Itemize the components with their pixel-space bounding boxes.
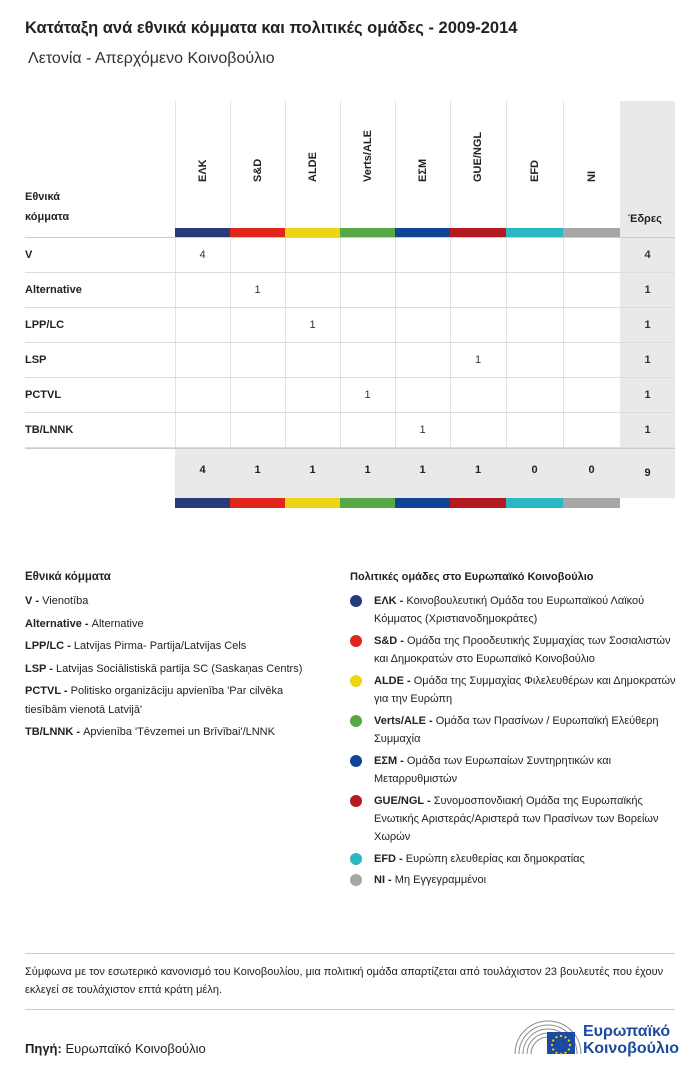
table-cell <box>230 238 285 273</box>
group-name: Συνομοσπονδιακή Ομάδα της Ευρωπαϊκής Ενωτικής Αριστεράς/Αριστερά των Πρασίνων των Βορείων Χωρών <box>374 794 659 843</box>
table-cell <box>230 413 285 448</box>
table-cell <box>340 308 395 343</box>
party-name: Latvijas Sociālistiskā partija SC (Saskaņas Centrs) <box>55 662 303 675</box>
table-cell <box>450 413 506 448</box>
group-abbr: ALDE <box>374 674 404 687</box>
table-cell <box>506 273 563 308</box>
political-group-item: S&D - Ομάδα της Προοδευτικής Συμμαχίας των Σοσιαλιστών και Δημοκρατών στο Ευρωπαϊκό Κοινοβούλιο <box>350 632 680 668</box>
group-color-bar <box>450 498 506 508</box>
group-color-dot <box>350 635 362 647</box>
row-party-label: TB/LNNK <box>25 424 74 436</box>
total-cell: 4 <box>175 448 230 498</box>
group-column-label: GUE/NGL <box>472 131 484 182</box>
table-cell <box>340 273 395 308</box>
group-column-label: ALDE <box>306 152 319 182</box>
group-abbr: Verts/ALE <box>374 714 426 727</box>
table-cell <box>175 343 230 378</box>
group-color-dot <box>350 715 362 727</box>
source-value: Ευρωπαϊκό Κοινοβούλιο <box>65 1041 206 1056</box>
party-name: Politisko organizāciju apvienība 'Par cilvēka tiesībām vienotā Latvijā' <box>25 685 284 716</box>
political-groups-legend <box>350 571 680 893</box>
row-seats-value: 1 <box>644 319 651 331</box>
table-cell <box>450 273 506 308</box>
group-color-bar <box>395 498 450 508</box>
table-cell <box>395 378 450 413</box>
total-cell: 1 <box>450 448 506 498</box>
group-color-dot <box>350 755 362 767</box>
row-seats-value: 4 <box>644 249 651 261</box>
table-cell: 1 <box>309 319 316 331</box>
table-cell <box>563 413 620 448</box>
header-row-border <box>25 101 675 238</box>
total-seats: 9 <box>620 448 675 498</box>
national-party-item: PCTVL - Politisko organizāciju apvienība 'Par cilvēka tiesībām vienotā Latvijā' <box>25 685 284 716</box>
total-cell: 1 <box>340 448 395 498</box>
party-abbr: LSP <box>25 662 47 675</box>
table-cell <box>450 378 506 413</box>
table-cell <box>285 273 340 308</box>
group-abbr: EFD <box>374 852 396 865</box>
table-cell <box>563 343 620 378</box>
table-cell <box>285 238 340 273</box>
group-color-bar <box>506 498 563 508</box>
table-cell <box>175 378 230 413</box>
group-name: Ομάδα της Προοδευτικής Συμμαχίας των Σοσιαλιστών και Δημοκρατών στο Ευρωπαϊκό Κοινοβούλιο <box>374 634 671 666</box>
row-party-label: PCTVL <box>25 389 62 401</box>
table-row <box>25 413 675 448</box>
table-cell <box>395 343 450 378</box>
national-party-item: LPP/LC - Latvijas Pirma- Partija/Latvijas Cels <box>25 640 247 652</box>
table-row <box>25 273 675 308</box>
table-cell <box>285 378 340 413</box>
row-party-label: V <box>25 249 33 261</box>
group-column-label: Verts/ALE <box>361 130 374 182</box>
total-cell: 0 <box>506 448 563 498</box>
group-color-bar <box>563 498 620 508</box>
row-seats-value: 1 <box>644 424 651 436</box>
table-cell <box>506 413 563 448</box>
group-column-label: ΕΛΚ <box>196 159 209 182</box>
table-cell <box>563 308 620 343</box>
group-color-bar <box>285 498 340 508</box>
table-cell <box>175 273 230 308</box>
table-cell <box>506 343 563 378</box>
table-row <box>25 308 675 343</box>
party-abbr: PCTVL <box>25 685 61 697</box>
group-name: Ευρώπη ελευθερίας και δημοκρατίας <box>405 852 585 865</box>
table-cell <box>563 378 620 413</box>
table-cell: 1 <box>254 284 261 296</box>
national-party-item: LSP - Latvijas Sociālistiskā partija SC (Saskaņas Centrs) <box>25 662 303 675</box>
group-name: Κοινοβουλευτική Ομάδα του Ευρωπαϊκού Λαϊκού Κόμματος (Χριστιανοδημοκράτες) <box>374 595 645 626</box>
group-color-dot <box>350 795 362 807</box>
table-cell <box>450 308 506 343</box>
political-group-item: ΕΛΚ - Κοινοβουλευτική Ομάδα του Ευρωπαϊκού Λαϊκού Κόμματος (Χριστιανοδημοκράτες) <box>350 592 680 628</box>
party-abbr: V <box>25 595 33 607</box>
table-row <box>25 343 675 378</box>
party-abbr: TB/LNNK <box>25 726 74 738</box>
group-abbr: GUE/NGL <box>374 794 424 807</box>
group-column-label: S&D <box>251 158 264 182</box>
table-cell: 1 <box>364 389 371 401</box>
group-color-bar <box>175 498 230 508</box>
table-cell <box>395 308 450 343</box>
row-seats-value: 1 <box>644 354 651 366</box>
table-cell <box>230 343 285 378</box>
table-cell <box>230 378 285 413</box>
ep-logo-line1: Ευρωπαϊκό <box>583 1023 671 1040</box>
table-cell <box>395 273 450 308</box>
page-subtitle: Λετονία - Απερχόμενο Κοινοβούλιο <box>28 50 275 67</box>
table-row <box>25 378 675 413</box>
table-cell: 1 <box>474 354 482 366</box>
totals-divider <box>25 448 675 449</box>
group-color-dot <box>350 595 362 607</box>
political-group-item: ALDE - Ομάδα της Συμμαχίας Φιλελευθέρων και Δημοκρατών για την Ευρώπη <box>350 672 680 708</box>
political-group-item: NI - Μη Εγγεγραμμένοι <box>350 871 680 889</box>
party-name: Latvijas Pirma- Partija/Latvijas Cels <box>73 640 247 652</box>
row-seats-value: 1 <box>644 389 651 401</box>
group-name: Ομάδα των Πρασίνων / Ευρωπαϊκή Ελεύθερη Συμμαχία <box>374 714 659 745</box>
groups-legend-heading: Πολιτικές ομάδες στο Ευρωπαϊκό Κοινοβούλιο <box>350 571 594 583</box>
seats-table <box>25 101 675 498</box>
group-name: Ομάδα της Συμμαχίας Φιλελευθέρων και Δημοκρατών για την Ευρώπη <box>374 674 676 706</box>
political-group-item: GUE/NGL - Συνομοσπονδιακή Ομάδα της Ευρωπαϊκής Ενωτικής Αριστεράς/Αριστερά των Πρασίνων των Βορείων Χωρών <box>350 792 680 847</box>
group-name: Ομάδα των Ευρωπαίων Συντηρητικών και Μεταρρυθμιστών <box>374 754 612 785</box>
party-abbr: LPP/LC <box>25 640 65 652</box>
table-cell <box>395 238 450 273</box>
political-group-item: Verts/ALE - Ομάδα των Πρασίνων / Ευρωπαϊκή Ελεύθερη Συμμαχία <box>350 712 680 748</box>
table-row <box>25 238 675 273</box>
group-abbr: NI <box>374 874 385 887</box>
national-parties-legend <box>25 571 325 746</box>
total-cell: 1 <box>230 448 285 498</box>
total-cell: 1 <box>285 448 340 498</box>
row-party-label: Alternative <box>25 284 82 296</box>
party-name: Vienotība <box>42 595 89 607</box>
table-cell <box>506 238 563 273</box>
table-cell <box>563 273 620 308</box>
group-color-dot <box>350 874 362 886</box>
group-color-dot <box>350 853 362 865</box>
row-party-label: LPP/LC <box>25 319 65 331</box>
group-column-label: EFD <box>528 160 541 182</box>
table-cell <box>506 308 563 343</box>
ep-logo-text <box>583 1023 679 1057</box>
political-group-item: EFD - Ευρώπη ελευθερίας και δημοκρατίας <box>350 850 680 868</box>
group-color-bar <box>230 498 285 508</box>
national-parties-header: Εθνικά κόμματα <box>25 191 70 223</box>
table-cell <box>230 308 285 343</box>
source-label: Πηγή: <box>25 1041 62 1056</box>
totals-row <box>25 448 675 498</box>
table-cell <box>450 238 506 273</box>
row-seats-value: 1 <box>644 284 651 296</box>
table-cell <box>563 238 620 273</box>
group-name: Μη Εγγεγραμμένοι <box>394 874 487 887</box>
ep-logo-line2: Κοινοβούλιο <box>583 1040 680 1057</box>
total-cell: 0 <box>563 448 620 498</box>
source-line <box>25 1041 206 1056</box>
group-abbr: ΕΛΚ <box>374 595 397 607</box>
table-cell <box>175 413 230 448</box>
table-cell <box>340 343 395 378</box>
seats-header: Έδρες <box>628 213 662 225</box>
national-legend-heading: Εθνικά κόμματα <box>25 571 111 583</box>
political-group-item: ΕΣΜ - Ομάδα των Ευρωπαίων Συντηρητικών και Μεταρρυθμιστών <box>350 752 680 788</box>
row-party-label: LSP <box>25 354 47 366</box>
table-cell <box>340 413 395 448</box>
table-cell <box>285 413 340 448</box>
group-column-label: NI <box>585 171 598 182</box>
party-name: Apvienība 'Tēvzemei un Brīvībai'/LNNK <box>83 726 275 738</box>
table-cell: 1 <box>419 424 426 436</box>
national-party-item: V - Vienotība <box>25 595 89 607</box>
table-cell <box>506 378 563 413</box>
table-cell: 4 <box>199 249 206 261</box>
group-abbr: ΕΣΜ <box>374 754 398 767</box>
table-cell <box>340 238 395 273</box>
group-color-bar <box>340 498 395 508</box>
group-column-label: ΕΣΜ <box>416 158 429 182</box>
page-title: Κατάταξη ανά εθνικά κόμματα και πολιτικές ομάδες - 2009-2014 <box>25 19 518 37</box>
total-cell: 1 <box>395 448 450 498</box>
national-party-item: TB/LNNK - Apvienība 'Tēvzemei un Brīvībai'/LNNK <box>25 726 275 738</box>
table-cell <box>285 343 340 378</box>
table-cell <box>175 308 230 343</box>
party-name: Alternative <box>91 617 144 630</box>
national-party-item: Alternative - Alternative <box>25 617 144 630</box>
group-color-dot <box>350 675 362 687</box>
party-abbr: Alternative <box>25 617 82 630</box>
group-abbr: S&D <box>374 634 398 647</box>
footnote: Σύμφωνα με τον εσωτερικό κανονισμό του Κοινοβουλίου, μια πολιτική ομάδα απαρτίζεται από τουλάχιστον 23 βουλευτές που έχουν εκλεγεί σε τουλάχιστον επτά κράτη μέλη. <box>25 953 675 1010</box>
